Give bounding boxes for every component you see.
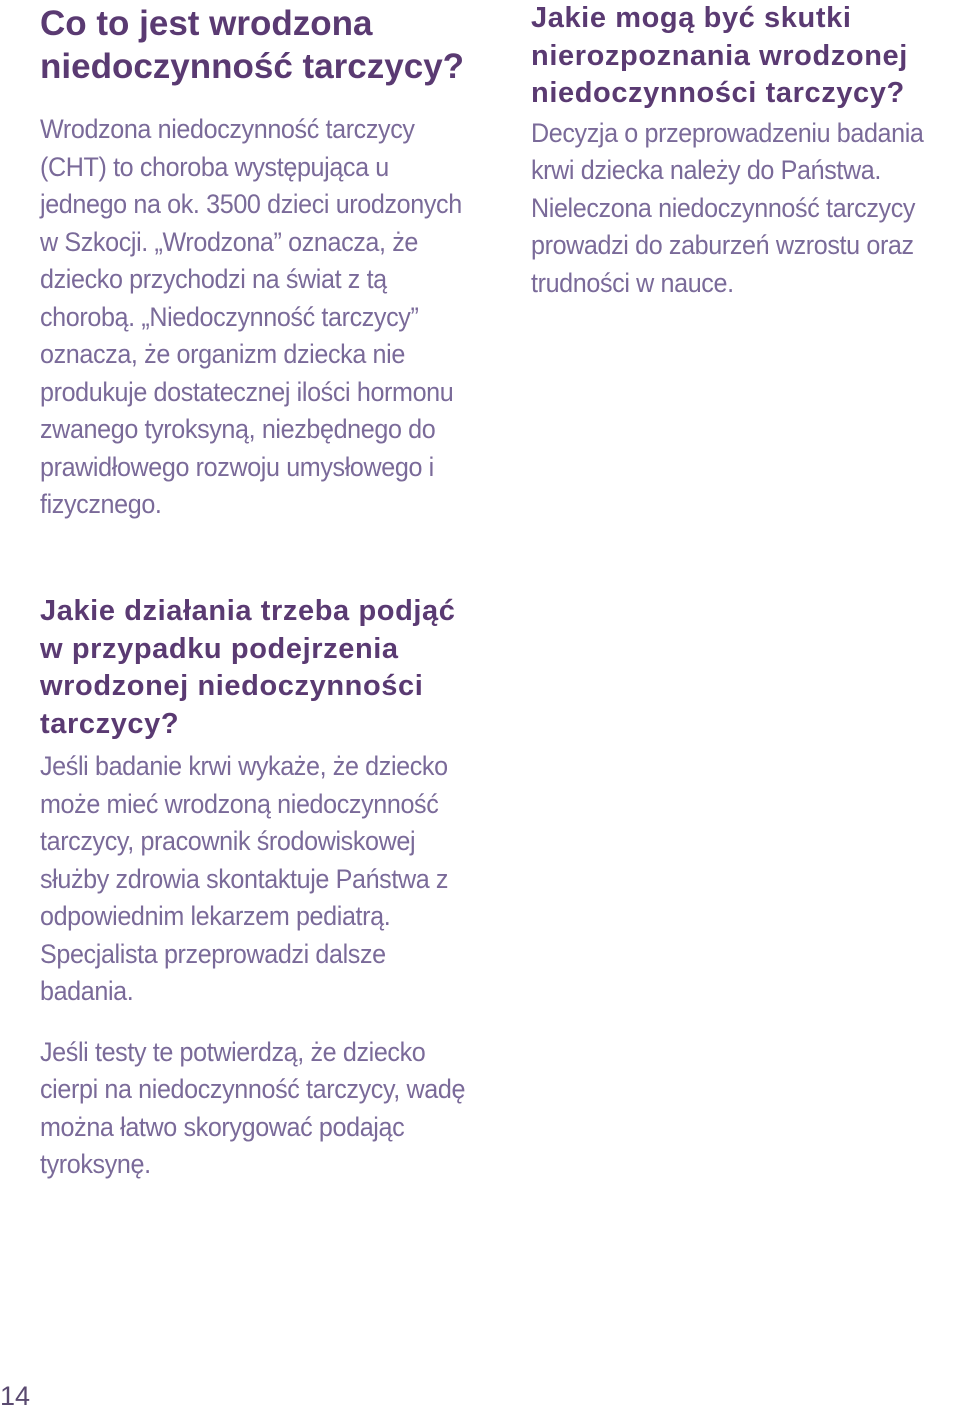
page-title: Co to jest wrodzona niedoczynność tarczycy? xyxy=(40,4,465,86)
actions-paragraph-2: Jeśli testy te potwierdzą, że dziecko cierpi na niedoczynność tarczycy, wadę można łatwo skorygować podając tyroksynę. xyxy=(40,1036,466,1179)
consequences-paragraph: Decyzja o przeprowadzeniu badania krwi dziecka należy do Państwa. Nieleczona niedoczynność tarczycy prowadzi do zaburzeń wzrostu oraz trudności w nauce. xyxy=(531,117,924,298)
left-column xyxy=(40,0,480,524)
actions-section xyxy=(40,593,480,1184)
consequences-heading: Jakie mogą być skutki nierozpoznania wrodzonej niedoczynności tarczycy? xyxy=(531,2,908,109)
actions-paragraph-1: Jeśli badanie krwi wykaże, że dziecko może mieć wrodzoną niedoczynność tarczycy, pracownik środowiskowej służby zdrowia skontaktuje Państwa z odpowiednim lekarzem pediatrą. Specjalista przeprowadzi dalsze badania. xyxy=(40,751,449,1006)
right-column xyxy=(531,0,956,302)
page-number: 14 xyxy=(0,1381,31,1411)
actions-heading: Jakie działania trzeba podjąć w przypadku podejrzenia wrodzonej niedoczynności tarczycy? xyxy=(40,595,456,740)
intro-paragraph: Wrodzona niedoczynność tarczycy (CHT) to choroba występująca u jednego na ok. 3500 dzieci urodzonych w Szkocji. „Wrodzona” oznacza, że dziecko przychodzi na świat z tą chorobą. „Niedoczynność tarczycy” oznacza, że organizm dziecka nie produkuje dostatecznej ilości hormonu zwanego tyroksyną, niezbędnego do prawidłowego rozwoju umysłowego i fizycznego. xyxy=(40,114,462,519)
